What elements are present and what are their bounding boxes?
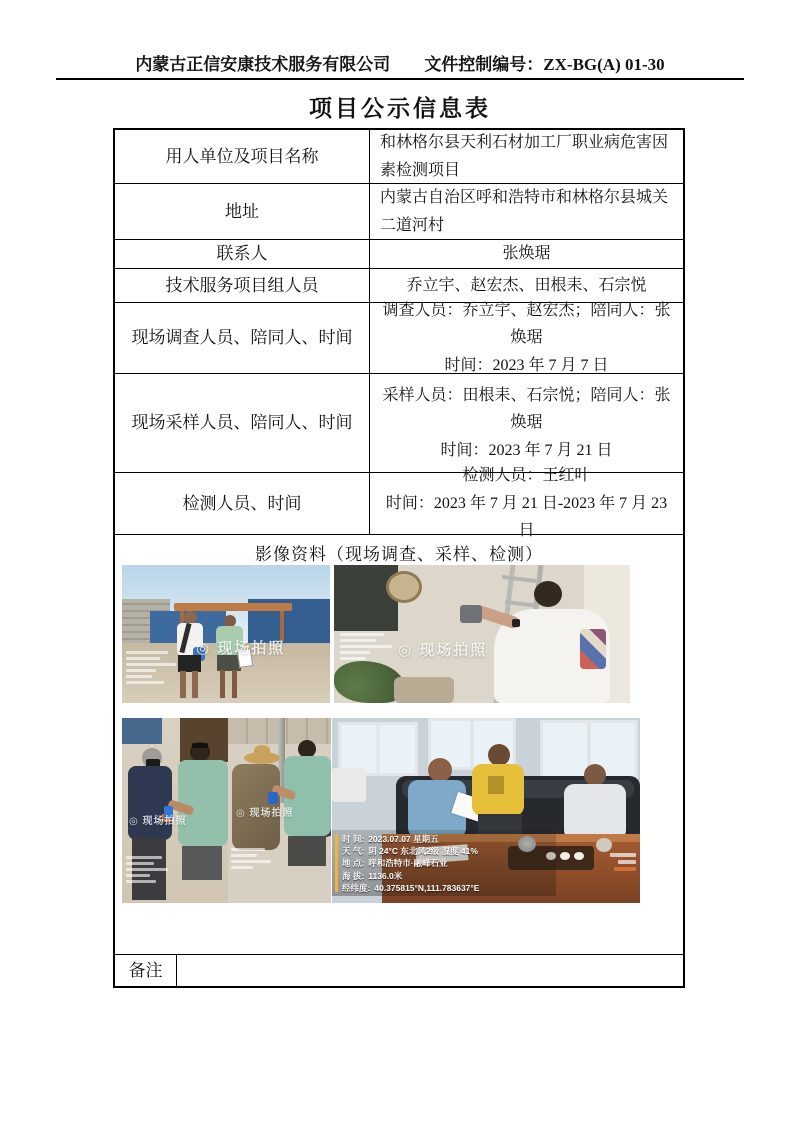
gantry-crane-beam bbox=[174, 603, 292, 611]
table-row bbox=[115, 130, 683, 184]
team-value: 乔立宇、赵宏杰、田根耒、石宗悦 bbox=[406, 276, 647, 294]
caption-key: 天 气: bbox=[342, 846, 365, 857]
row-label-contact: 联系人 bbox=[115, 240, 370, 268]
row-label-employer-project: 用人单位及项目名称 bbox=[115, 130, 370, 183]
document-header bbox=[0, 50, 800, 75]
table-row bbox=[115, 184, 683, 240]
man-white-shirt bbox=[564, 784, 626, 840]
photo-worker-interview bbox=[122, 718, 228, 903]
caption-value: 2023.07.07 星期五 bbox=[368, 834, 439, 844]
photo-caption-overlay bbox=[332, 830, 556, 896]
caption-value: 呼和浩特市·融峰石业 bbox=[368, 858, 448, 869]
caption-key: 海 拔: bbox=[342, 870, 365, 881]
contact-value: 张焕琚 bbox=[502, 245, 551, 263]
detection-time-value: 时间：2023 年 7 月 21 日-2023 年 7 月 23 日 bbox=[385, 494, 668, 540]
employer-project-value: 和林格尔县天利石材加工厂职业病危害因素检测项目 bbox=[380, 133, 669, 179]
sampling-personnel-value: 采样人员：田根耒、石宗悦；陪同人：张焕琚 bbox=[382, 386, 671, 432]
table-row bbox=[115, 467, 683, 540]
gps-overlay bbox=[126, 856, 176, 883]
camera-watermark: ◎ 现场拍照 bbox=[236, 808, 294, 819]
photo-site-survey-yard bbox=[122, 565, 330, 703]
camera-watermark: ◎ 现场拍照 bbox=[196, 640, 286, 657]
table-row bbox=[115, 374, 683, 473]
sunglasses bbox=[192, 743, 208, 748]
row-label-address: 地址 bbox=[115, 184, 370, 239]
table-row-media bbox=[115, 535, 683, 955]
sampling-time-value: 时间：2023 年 7 月 21 日 bbox=[440, 441, 613, 459]
photo-survey-instrument bbox=[334, 565, 630, 703]
gps-overlay bbox=[231, 848, 281, 869]
log-end bbox=[386, 571, 422, 603]
table-row bbox=[115, 240, 683, 269]
caption-value: 阴 24°C 东北风2级 湿度 41% bbox=[368, 846, 478, 857]
caption-value: 1136.0米 bbox=[368, 870, 403, 881]
company-name: 内蒙古正信安康技术服务有限公司 bbox=[135, 55, 391, 74]
doc-control-number: 文件控制编号：ZX-BG(A) 01-30 bbox=[424, 55, 665, 74]
shirt-print bbox=[580, 629, 606, 669]
photo-office-meeting bbox=[332, 718, 640, 903]
row-label-detection: 检测人员、时间 bbox=[115, 473, 370, 534]
row-label-sampling: 现场采样人员、陪同人、时间 bbox=[115, 374, 370, 472]
caption-key: 经纬度: bbox=[342, 882, 371, 893]
dark-doorway bbox=[334, 565, 398, 631]
photo-sampling-device bbox=[228, 718, 331, 903]
camera-watermark: ◎ 现场拍照 bbox=[129, 816, 187, 827]
header-divider-line bbox=[56, 78, 744, 80]
caption-key: 地 点: bbox=[342, 858, 365, 869]
media-section-title: 影像资料（现场调查、采样、检测） bbox=[255, 545, 543, 564]
table-row bbox=[115, 303, 683, 374]
address-value: 内蒙古自治区呼和浩特市和林格尔县城关二道河村 bbox=[380, 188, 669, 234]
row-label-survey: 现场调查人员、陪同人、时间 bbox=[115, 303, 370, 373]
gps-overlay bbox=[126, 651, 186, 684]
project-info-table bbox=[113, 128, 685, 988]
survey-personnel-value: 调查人员：乔立宇、赵宏杰；陪同人：张焕琚 bbox=[382, 301, 671, 347]
caption-key: 时 间: bbox=[342, 834, 365, 844]
watermark-camera-badge bbox=[598, 850, 636, 880]
detection-personnel-value: 检测人员：王红叶 bbox=[462, 467, 591, 485]
sampling-pump bbox=[268, 792, 278, 804]
camera-watermark: ◎ 现场拍照 bbox=[398, 642, 488, 659]
table-row-remark bbox=[115, 955, 683, 986]
measuring-instrument bbox=[460, 605, 482, 623]
row-label-team: 技术服务项目组人员 bbox=[115, 269, 370, 302]
caption-value: 40.375815°N,111.783637°E bbox=[374, 882, 480, 893]
printer bbox=[332, 768, 366, 802]
gps-overlay bbox=[340, 633, 400, 660]
remark-label: 备注 bbox=[115, 955, 177, 986]
media-cell bbox=[115, 535, 683, 954]
survey-time-value: 时间：2023 年 7 月 7 日 bbox=[444, 356, 609, 374]
page-title: 项目公示信息表 bbox=[309, 96, 491, 121]
